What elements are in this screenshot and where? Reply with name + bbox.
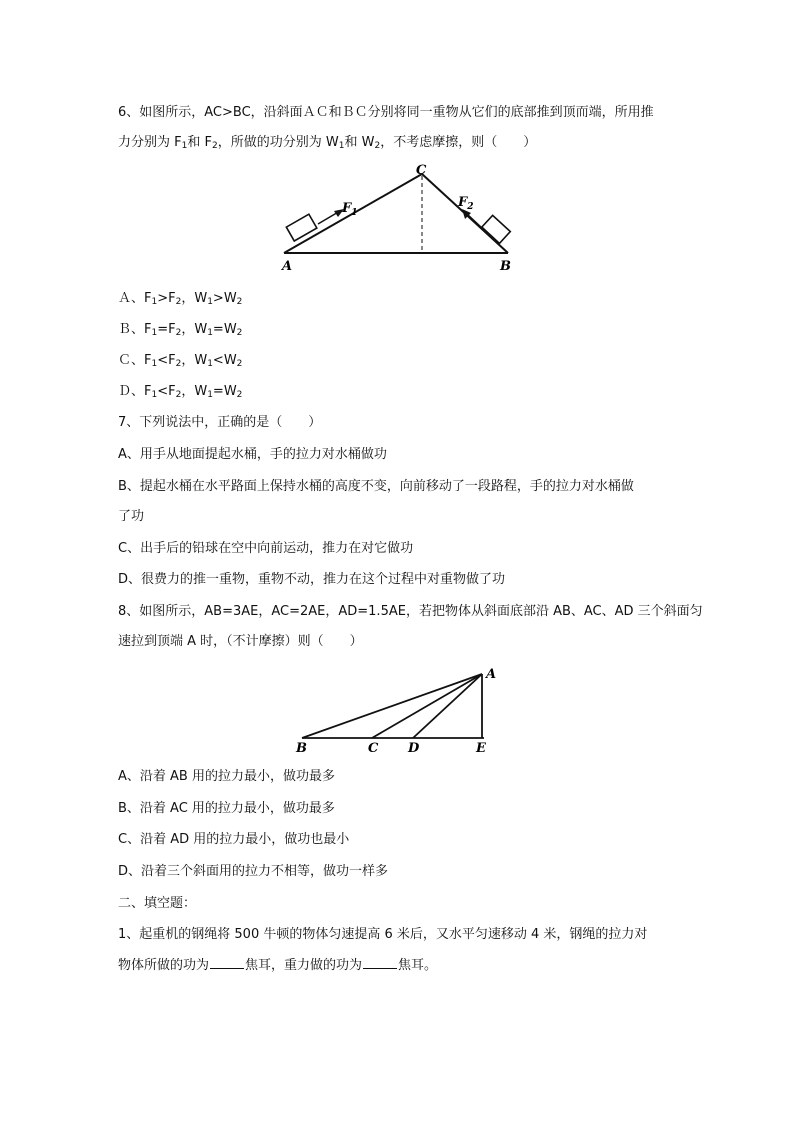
- subscript: 2: [236, 297, 243, 307]
- option-text: ，W: [181, 353, 208, 368]
- label-A: A: [282, 259, 293, 274]
- option-text: >W: [212, 291, 237, 306]
- option-text: <W: [212, 353, 237, 368]
- option-text: ，W: [181, 322, 208, 337]
- label-C: C: [368, 741, 379, 754]
- subscript: 2: [374, 141, 381, 151]
- q6-option-C[interactable]: [118, 351, 242, 374]
- subscript: 1: [151, 297, 158, 307]
- q7-option-D[interactable]: D、很费力的推一重物，重物不动，推力在这个过程中对重物做了功: [118, 572, 506, 587]
- q6-option-B[interactable]: [118, 320, 242, 343]
- q7-option-B-line1[interactable]: B、提起水桶在水平路面上保持水桶的高度不变，向前移动了一段路程，手的拉力对水桶做: [118, 479, 634, 494]
- subscript: 1: [207, 328, 213, 338]
- fill-q1-line1: 1、起重机的钢绳将 500 牛顿的物体匀速提高 6 米后，又水平匀速移动 4 米，钢绳的拉力对: [118, 927, 648, 942]
- q6-stem-line1: 6、如图所示，AC>BC，沿斜面ＡＣ和ＢＣ分别将同一重物从它们的底部推到顶而端，所用推: [118, 105, 654, 120]
- q8-stem-line1: 8、如图所示，AB=3AE，AC=2AE，AD=1.5AE，若把物体从斜面底部沿 AB、AC、AD 三个斜面匀: [118, 604, 703, 619]
- q7-stem: 7、下列说法中，正确的是（ ）: [118, 415, 322, 430]
- q8-option-A[interactable]: A、沿着 AB 用的拉力最小，做功最多: [118, 769, 335, 784]
- block-right: [482, 215, 510, 243]
- incline-AD: [413, 674, 482, 738]
- subscript: 2: [175, 390, 182, 400]
- label-A: A: [486, 667, 497, 682]
- q6-text: 和 F: [187, 135, 212, 150]
- answer-blank-2[interactable]: [363, 956, 397, 969]
- q7-option-B-line2[interactable]: 了功: [118, 509, 145, 524]
- subscript: 2: [236, 328, 243, 338]
- fill-text: 焦耳。: [398, 958, 438, 973]
- subscript: 1: [151, 359, 158, 369]
- subscript: 2: [175, 359, 182, 369]
- option-text: ，W: [181, 291, 208, 306]
- q8-option-B[interactable]: B、沿着 AC 用的拉力最小，做功最多: [118, 801, 335, 816]
- fill-q1-line2: [118, 956, 437, 976]
- incline-AC: [372, 674, 482, 738]
- option-text: =F: [157, 322, 176, 337]
- subscript: 2: [175, 328, 182, 338]
- q6-text: ，不考虑摩擦，则（ ）: [380, 135, 537, 150]
- label-E: E: [476, 741, 486, 754]
- subscript: 1: [207, 359, 213, 369]
- q8-option-D[interactable]: D、沿着三个斜面用的拉力不相等，做功一样多: [118, 864, 389, 879]
- option-text: Ｃ、F: [118, 353, 152, 368]
- option-text: Ｄ、F: [118, 384, 152, 399]
- incline-AB: [302, 674, 482, 738]
- q6-text: 力分别为 F: [118, 135, 182, 150]
- option-text: =W: [212, 384, 237, 399]
- subscript: 1: [338, 141, 345, 151]
- q8-option-C[interactable]: C、沿着 AD 用的拉力最小，做功也最小: [118, 832, 350, 847]
- option-text: Ｂ、F: [118, 322, 152, 337]
- q8-incline-figure: [292, 662, 504, 754]
- label-B: B: [500, 259, 511, 274]
- label-F2: $F_2$: [458, 195, 474, 212]
- subscript: 2: [236, 359, 243, 369]
- label-C: C: [416, 163, 427, 178]
- label-B: B: [296, 741, 307, 754]
- subscript: 2: [211, 141, 218, 151]
- label-D: D: [408, 741, 420, 754]
- q6-stem-line2: [118, 133, 536, 156]
- option-text: ，W: [181, 384, 208, 399]
- q6-option-D[interactable]: [118, 382, 242, 405]
- option-text: Ａ、F: [118, 291, 152, 306]
- q6-option-A[interactable]: [118, 289, 242, 312]
- subscript: 1: [207, 390, 213, 400]
- q7-option-A[interactable]: A、用手从地面提起水桶，手的拉力对水桶做功: [118, 447, 387, 462]
- option-text: <F: [157, 353, 176, 368]
- q6-text: ，所做的功分别为 W: [217, 135, 339, 150]
- option-text: =W: [212, 322, 237, 337]
- fill-text: 物体所做的功为: [118, 958, 210, 973]
- q6-text: 和 W: [344, 135, 375, 150]
- subscript: 2: [175, 297, 182, 307]
- subscript: 1: [181, 141, 188, 151]
- subscript: 1: [207, 297, 213, 307]
- q7-option-C[interactable]: C、出手后的铅球在空中向前运动，推力在对它做功: [118, 541, 414, 556]
- option-text: <F: [157, 384, 176, 399]
- label-F1: $F_1$: [342, 201, 358, 218]
- option-text: >F: [157, 291, 176, 306]
- q6-incline-figure: [270, 160, 530, 278]
- subscript: 1: [151, 390, 158, 400]
- answer-blank-1[interactable]: [210, 956, 244, 969]
- section-title-fill-in: 二、填空题：: [118, 896, 197, 911]
- subscript: 1: [151, 328, 158, 338]
- fill-text: 焦耳，重力做的功为: [245, 958, 363, 973]
- q8-stem-line2: 速拉到顶端 A 时，（不计摩擦）则（ ）: [118, 634, 363, 649]
- subscript: 2: [236, 390, 243, 400]
